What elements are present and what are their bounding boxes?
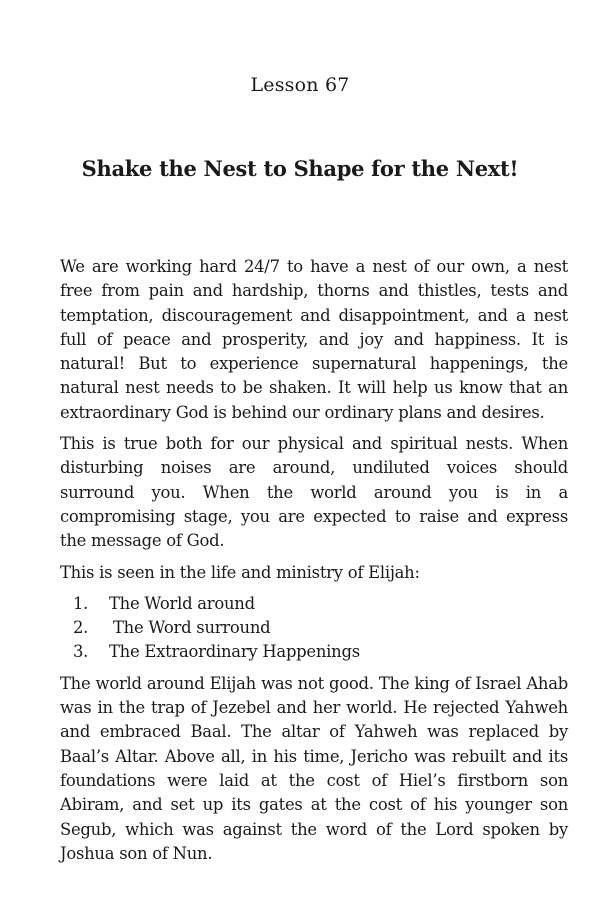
list-item [60, 616, 568, 640]
paragraph-nests: This is true both for our physical and spiritual nests. When disturbing noises are around, undiluted voices should surround you. When the world around you is in a compromising stage, you are expected to raise and express the message of God. [60, 434, 568, 551]
list-text: The Word surround [113, 618, 271, 638]
list-text: The World around [109, 593, 255, 613]
list-number: 1. [73, 593, 89, 613]
list-number: 2. [73, 618, 89, 638]
numbered-list [60, 592, 568, 665]
paragraph-elijah-lead: This is seen in the life and ministry of Elijah: [60, 562, 420, 582]
list-text: The Extraordinary Happenings [109, 642, 360, 662]
body-text [60, 255, 568, 873]
list-number: 3. [73, 642, 89, 662]
paragraph-world-around: The world around Elijah was not good. The king of Israel Ahab was in the trap of Jezebel and her world. He rejected Yahweh and embraced Baal. The altar of Yahweh was replaced by Baal’s Altar. Above all, in his time, Jericho was rebuilt and its foundations were laid at the cost of Hiel’s firstborn son Abiram, and set up its gates at the cost of his younger son Segub, which was against the word of the Lord spoken by Joshua son of Nun. [60, 673, 568, 863]
list-item [60, 640, 568, 664]
lesson-number: Lesson 67 [250, 74, 350, 96]
lesson-title: Shake the Nest to Shape for the Next! [81, 156, 519, 181]
paragraph-intro: We are working hard 24/7 to have a nest of our own, a nest free from pain and hardship, thorns and thistles, tests and temptation, discouragement and disappointment, and a nest full of peace and prosperity, and joy and happiness. It is natural! But to experience supernatural happenings, the natural nest needs to be shaken. It will help us know that an extraordinary God is behind our ordinary plans and desires. [60, 257, 568, 422]
list-item [60, 592, 568, 616]
